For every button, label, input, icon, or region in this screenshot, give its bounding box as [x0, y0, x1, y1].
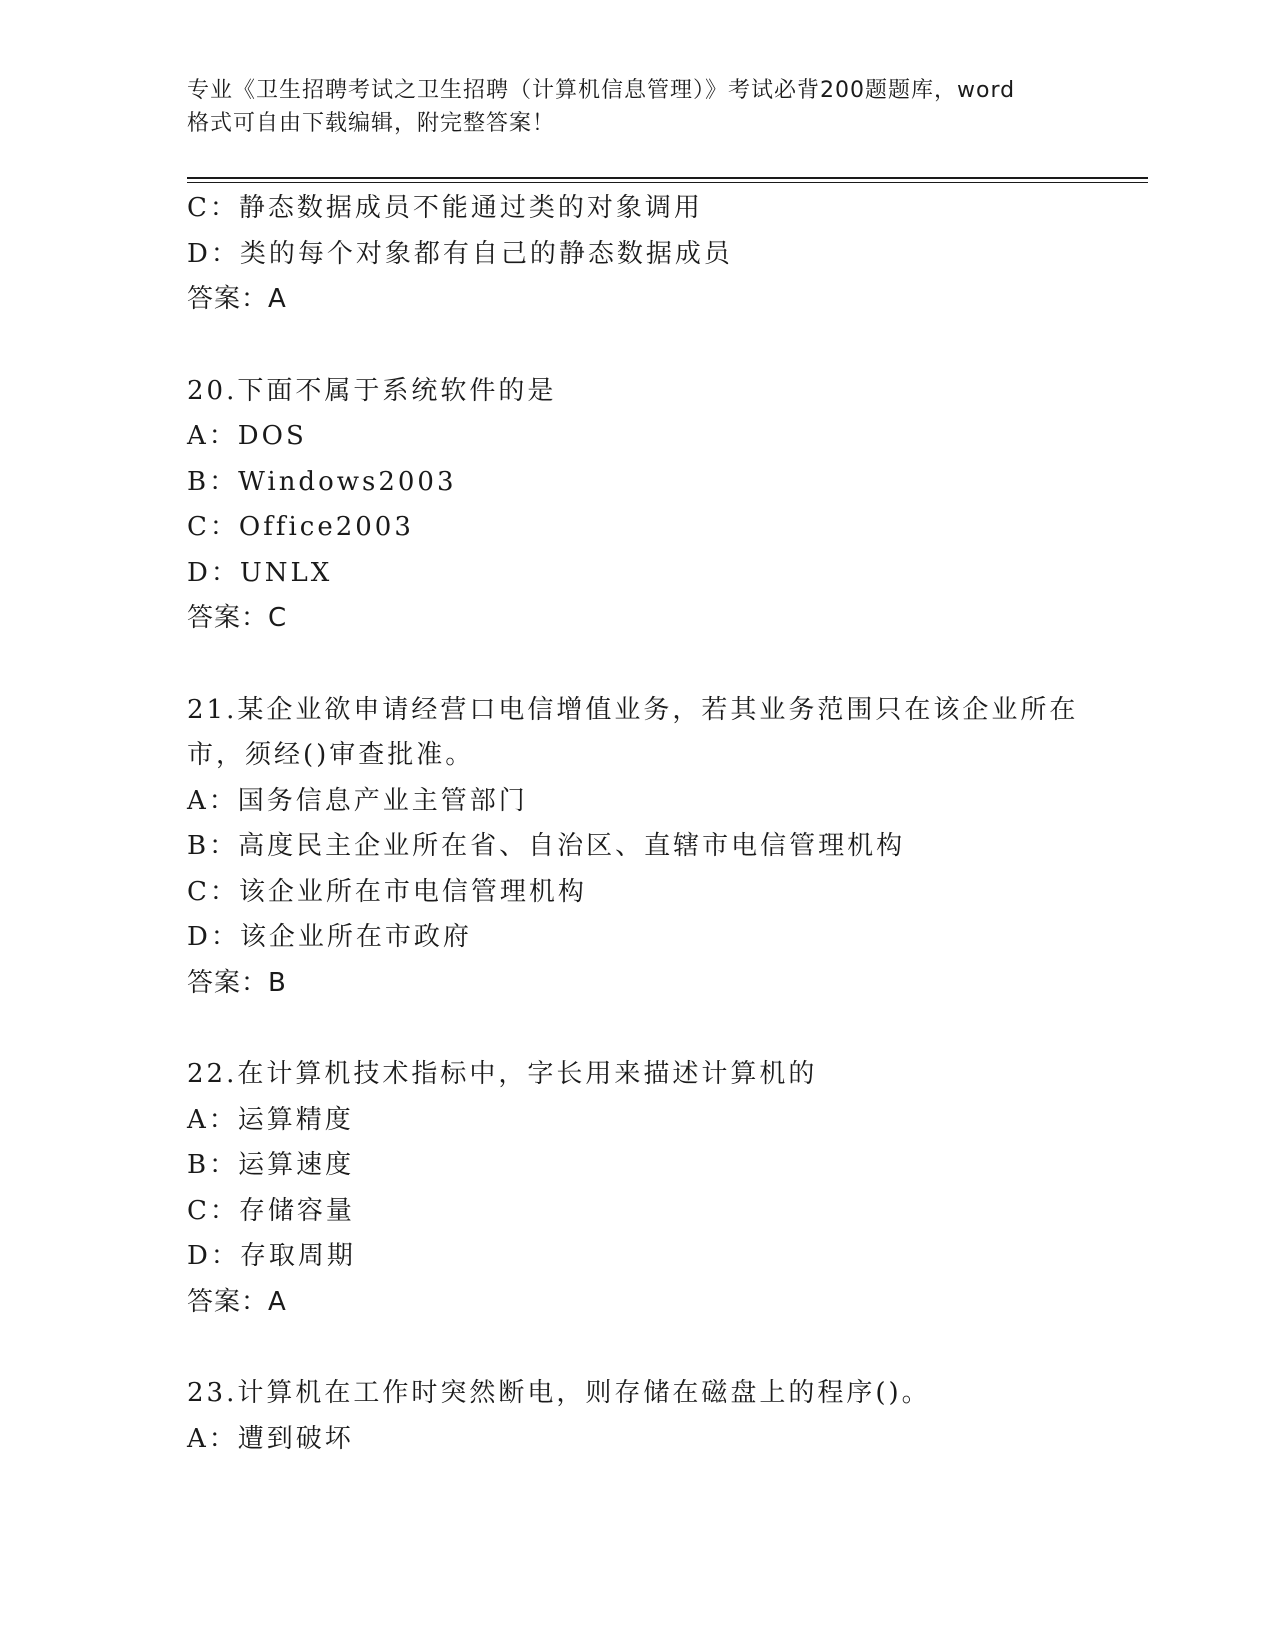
header-divider-thick	[187, 177, 1148, 179]
question-20	[187, 369, 1087, 642]
spacer	[187, 323, 1087, 369]
option-a: A：DOS	[187, 421, 307, 451]
answer-line: 答案：B	[187, 967, 287, 998]
answer-line: 答案：A	[187, 284, 287, 314]
document-header	[187, 74, 1087, 140]
option-a: A：国务信息产业主管部门	[187, 785, 528, 816]
option-b: B：高度民主企业所在省、自治区、直辖市电信管理机构	[187, 831, 906, 861]
question-19-tail	[187, 186, 1087, 323]
spacer	[187, 1325, 1087, 1371]
option-c: C：静态数据成员不能通过类的对象调用	[187, 193, 703, 223]
question-text: 21.某企业欲申请经营口电信增值业务，若其业务范围只在该企业所在	[187, 694, 1079, 725]
question-22	[187, 1052, 1087, 1325]
option-a: A：运算精度	[187, 1104, 354, 1135]
header-divider-thin	[187, 182, 1148, 183]
option-a: A：遭到破坏	[187, 1423, 354, 1454]
answer-line: 答案：C	[187, 603, 288, 633]
option-c: C：存储容量	[187, 1195, 355, 1226]
question-list	[187, 186, 1087, 1462]
spacer	[187, 642, 1087, 688]
question-23	[187, 1371, 1087, 1462]
question-text-continued: 市，须经()审查批准。	[187, 740, 475, 770]
question-text: 23.计算机在工作时突然断电，则存储在磁盘上的程序()。	[187, 1378, 931, 1408]
question-text: 22.在计算机技术指标中，字长用来描述计算机的	[187, 1059, 818, 1089]
option-b: B：Windows2003	[187, 466, 457, 497]
option-c: C：该企业所在市电信管理机构	[187, 876, 587, 907]
option-d: D：UNLX	[187, 557, 333, 588]
option-b: B：运算速度	[187, 1150, 355, 1180]
option-d: D：存取周期	[187, 1241, 356, 1271]
option-c: C：Office2003	[187, 512, 414, 542]
header-line-1: 专业《卫生招聘考试之卫生招聘（计算机信息管理）》考试必背200题题库，word	[187, 78, 1016, 103]
option-d: D：该企业所在市政府	[187, 922, 472, 952]
answer-line: 答案：A	[187, 1286, 287, 1317]
header-line-2: 格式可自由下载编辑，附完整答案！	[187, 111, 556, 136]
option-d: D：类的每个对象都有自己的静态数据成员	[187, 238, 733, 269]
question-21	[187, 688, 1087, 1007]
question-text: 20.下面不属于系统软件的是	[187, 375, 557, 406]
spacer	[187, 1006, 1087, 1052]
